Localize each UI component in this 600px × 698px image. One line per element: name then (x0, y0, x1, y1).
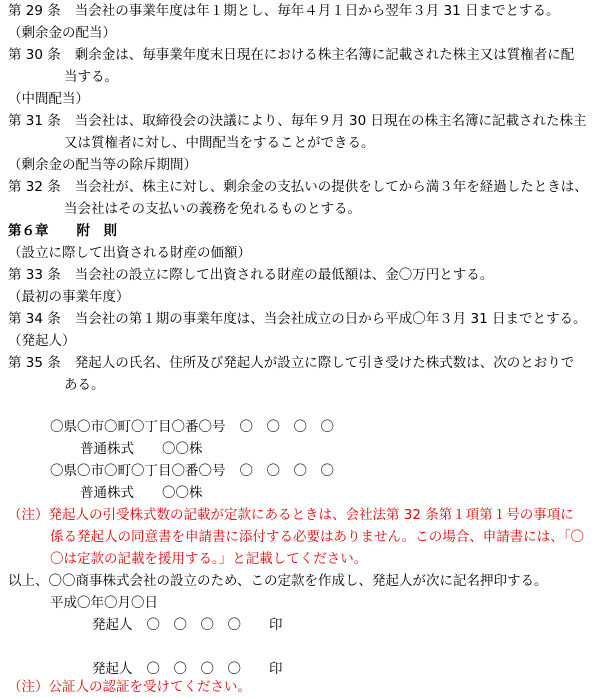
article-32-cont: 当会社はその支払いの義務を免れるものとする。 (64, 201, 361, 217)
article-31 (8, 110, 587, 132)
heading-33: （設立に際して出資される財産の価額） (8, 245, 251, 261)
article-30 (8, 44, 574, 66)
heading-35: （発起人） (8, 333, 76, 349)
note-2: （注）公証人の認証を受けてください。 (8, 679, 251, 695)
promoter-address: 〇県〇市〇町〇丁目〇番〇号 (50, 463, 226, 479)
article-text: 当会社は、取締役会の決議により、毎年９月 30 日現在の株主名簿に記載された株主 (74, 113, 587, 129)
note-1-line-3: 〇は定款の記載を援用する。」と記載してください。 (50, 551, 368, 567)
chapter-title: 附 則 (76, 223, 117, 239)
article-number: 第 32 条 (8, 179, 61, 195)
seal-mark: 印 (269, 617, 283, 633)
article-35 (8, 352, 574, 374)
article-35-cont: ある。 (64, 377, 105, 393)
signer-name: 〇 〇 〇 〇 (146, 661, 241, 677)
article-number: 第 29 条 (8, 3, 61, 19)
article-30-cont: 当する。 (64, 69, 118, 85)
article-number: 第 35 条 (8, 355, 61, 371)
article-number: 第 30 条 (8, 47, 61, 63)
promoter-address: 〇県〇市〇町〇丁目〇番〇号 (50, 419, 226, 435)
closing-date: 平成〇年〇月〇日 (50, 595, 158, 611)
stock-type: 普通株式 (80, 485, 134, 501)
promoter-name: 〇 〇 〇 〇 (239, 419, 334, 435)
signer-1 (92, 614, 283, 636)
article-number: 第 33 条 (8, 267, 61, 283)
article-text: 剰余金は、毎事業年度末日現在における株主名簿に記載された株主又は質権者に配 (74, 47, 575, 63)
article-33 (8, 264, 493, 286)
stock-type: 普通株式 (80, 441, 134, 457)
article-34 (8, 308, 587, 330)
promoter-1-address-line (50, 416, 334, 438)
article-number: 第 31 条 (8, 113, 61, 129)
article-text: 当会社の設立に際して出資される財産の最低額は、金〇万円とする。 (74, 267, 494, 283)
seal-mark: 印 (269, 661, 283, 677)
promoter-2-address-line (50, 460, 334, 482)
share-count: 〇〇株 (162, 485, 203, 501)
promoter-name: 〇 〇 〇 〇 (239, 463, 334, 479)
chapter-label: 第６章 (8, 223, 49, 239)
article-text: 当会社の第１期の事業年度は、当会社成立の日から平成〇年３月 31 日までとする。 (74, 311, 587, 327)
article-29 (8, 0, 560, 22)
chapter-6-heading (8, 220, 117, 242)
note-1-line-2: 係る発起人の同意書を申請書に添付する必要はありません。この場合、申請書には、「〇 (50, 529, 585, 545)
article-32 (8, 176, 588, 198)
share-count: 〇〇株 (162, 441, 203, 457)
article-31-cont: 又は質権者に対し、中間配当をすることができる。 (64, 135, 375, 151)
article-text: 当会社が、株主に対し、剰余金の支払いの提供をしてから満３年を経過したときは、 (74, 179, 588, 195)
closing-statement: 以上、〇〇商事株式会社の設立のため、この定款を作成し、発起人が次に記名押印する。 (8, 573, 548, 589)
article-text: 発起人の氏名、住所及び発起人が設立に際して引き受けた株式数は、次のとおりで (74, 355, 575, 371)
signer-label: 発起人 (92, 661, 133, 677)
promoter-2-shares-line (80, 482, 203, 504)
promoter-1-shares-line (80, 438, 203, 460)
note-1-line-1: （注）発起人の引受株式数の記載が定款にあるときは、会社法第 32 条第１項第１号の事項に (8, 507, 574, 523)
heading-31: （中間配当） (8, 91, 89, 107)
article-text: 当会社の事業年度は年１期とし、毎年４月１日から翌年３月 31 日までとする。 (74, 3, 560, 19)
heading-30: （剰余金の配当） (8, 25, 116, 41)
heading-32: （剰余金の配当等の除斥期間） (8, 157, 197, 173)
signer-name: 〇 〇 〇 〇 (146, 617, 241, 633)
heading-34: （最初の事業年度） (8, 289, 130, 305)
article-number: 第 34 条 (8, 311, 61, 327)
signer-label: 発起人 (92, 617, 133, 633)
